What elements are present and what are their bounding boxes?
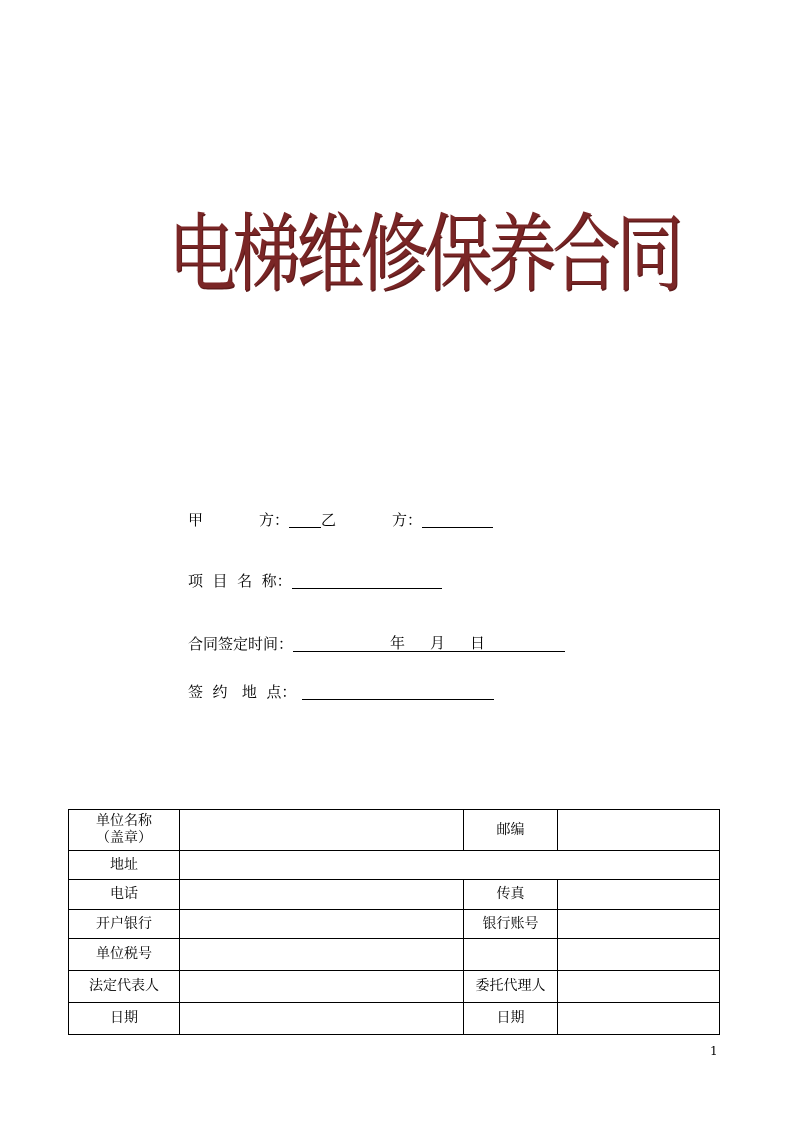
- table-row: [69, 910, 720, 939]
- party-a-colon: 方：: [259, 511, 290, 529]
- party-line: [188, 510, 493, 530]
- fax-value[interactable]: [558, 880, 720, 910]
- project-name-label: 项 目 名 称：: [188, 572, 292, 590]
- party-b-blank[interactable]: [422, 511, 493, 528]
- tax-id-value[interactable]: [180, 939, 464, 971]
- project-name-blank[interactable]: [292, 572, 442, 589]
- tax-id-extra-label: [464, 939, 558, 971]
- postcode-label: 邮编: [464, 810, 558, 851]
- legal-rep-label: 法定代表人: [69, 971, 180, 1003]
- fax-label: 传真: [464, 880, 558, 910]
- table-row: [69, 971, 720, 1003]
- date-value-right[interactable]: [558, 1003, 720, 1035]
- legal-rep-value[interactable]: [180, 971, 464, 1003]
- tax-id-extra-value[interactable]: [558, 939, 720, 971]
- date-value[interactable]: [180, 1003, 464, 1035]
- table-row: [69, 880, 720, 910]
- sign-time-blank[interactable]: [293, 635, 565, 652]
- account-label: 银行账号: [464, 910, 558, 939]
- table-row: [69, 1003, 720, 1035]
- project-name-line: [188, 571, 442, 591]
- month-label: 月: [430, 634, 446, 652]
- postcode-value[interactable]: [558, 810, 720, 851]
- party-info-table: [68, 809, 720, 1035]
- agent-value[interactable]: [558, 971, 720, 1003]
- sign-place-blank[interactable]: [302, 683, 494, 700]
- date-label-right: 日期: [464, 1003, 558, 1035]
- day-label: 日: [470, 634, 486, 652]
- party-a-label: 甲: [188, 511, 204, 529]
- agent-label: 委托代理人: [464, 971, 558, 1003]
- contract-title: 电梯维修保养合同: [168, 206, 681, 305]
- bank-value[interactable]: [180, 910, 464, 939]
- tax-id-label: 单位税号: [69, 939, 180, 971]
- date-label: 日期: [69, 1003, 180, 1035]
- table-row: [69, 851, 720, 880]
- table-row: [69, 939, 720, 971]
- bank-label: 开户银行: [69, 910, 180, 939]
- year-label: 年: [390, 634, 406, 652]
- sign-time-line: [188, 634, 565, 654]
- party-a-blank[interactable]: [289, 511, 321, 528]
- unit-name-value[interactable]: [180, 810, 464, 851]
- table-row: [69, 810, 720, 851]
- phone-label: 电话: [69, 880, 180, 910]
- party-b-label: 乙: [321, 511, 337, 529]
- account-value[interactable]: [558, 910, 720, 939]
- sign-place-label: 签 约 地 点：: [188, 683, 297, 701]
- phone-value[interactable]: [180, 880, 464, 910]
- page-number: 1: [710, 1044, 718, 1058]
- party-b-colon: 方：: [392, 511, 423, 529]
- address-label: 地址: [69, 851, 180, 880]
- sign-place-line: [188, 682, 494, 702]
- sign-time-label: 合同签定时间：: [188, 635, 294, 653]
- unit-name-label: 单位名称 （盖章）: [69, 810, 180, 851]
- address-value[interactable]: [180, 851, 720, 880]
